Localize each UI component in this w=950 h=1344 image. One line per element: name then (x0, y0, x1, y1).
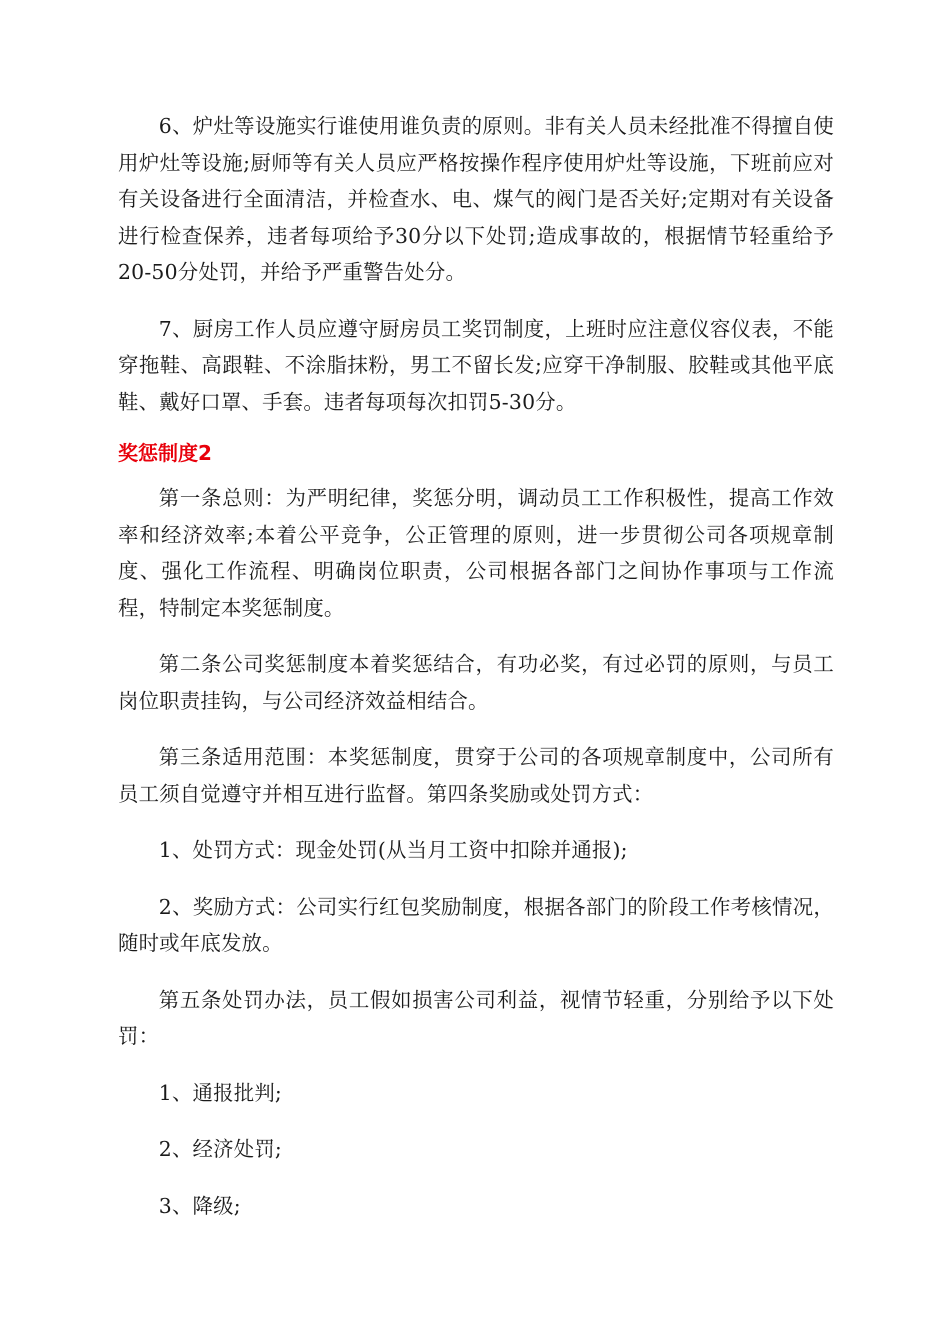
paragraph-rule-7: 7、厨房工作人员应遵守厨房员工奖罚制度，上班时应注意仪容仪表，不能穿拖鞋、高跟鞋、不涂脂抹粉，男工不留长发;应穿干净制服、胶鞋或其他平底鞋、戴好口罩、手套。违者每项每次扣罚5-30分。 (118, 316, 834, 414)
paragraph-article-1: 第一条总则：为严明纪律，奖惩分明，调动员工工作积极性，提高工作效率和经济效率;本着公平竞争，公正管理的原则，进一步贯彻公司各项规章制度、强化工作流程、明确岗位职责，公司根据各部门之间协作事项与工作流程，特制定本奖惩制度。 (118, 486, 834, 620)
list-item-penalty-method: 1、处罚方式：现金处罚(从当月工资中扣除并通报); (158, 838, 628, 862)
paragraph-article-2: 第二条公司奖惩制度本着奖惩结合，有功必奖，有过必罚的原则，与员工岗位职责挂钩，与公司经济效益相结合。 (118, 652, 834, 713)
list-item-economic-penalty: 2、经济处罚; (158, 1137, 282, 1161)
list-item-reward-method: 2、奖励方式：公司实行红包奖励制度，根据各部门的阶段工作考核情况，随时或年底发放。 (118, 894, 834, 955)
list-item-criticism: 1、通报批判; (158, 1080, 282, 1105)
paragraph-article-3-4: 第三条适用范围：本奖惩制度，贯穿于公司的各项规章制度中，公司所有员工须自觉遵守并相互进行监督。第四条奖励或处罚方式： (118, 745, 834, 806)
document-page (118, 108, 834, 1244)
list-item-demotion: 3、降级; (158, 1193, 241, 1218)
section-heading: 奖惩制度2 (118, 441, 212, 465)
paragraph-rule-6: 6、炉灶等设施实行谁使用谁负责的原则。非有关人员未经批准不得擅自使用炉灶等设施;厨师等有关人员应严格按操作程序使用炉灶等设施，下班前应对有关设备进行全面清洁，并检查水、电、煤气的阀门是否关好;定期对有关设备进行检查保养，违者每项给予30分以下处罚;造成事故的，根据情节轻重给予20-50分处罚，并给予严重警告处分。 (118, 114, 834, 284)
paragraph-article-5: 第五条处罚办法，员工假如损害公司利益，视情节轻重，分别给予以下处罚： (118, 987, 834, 1048)
